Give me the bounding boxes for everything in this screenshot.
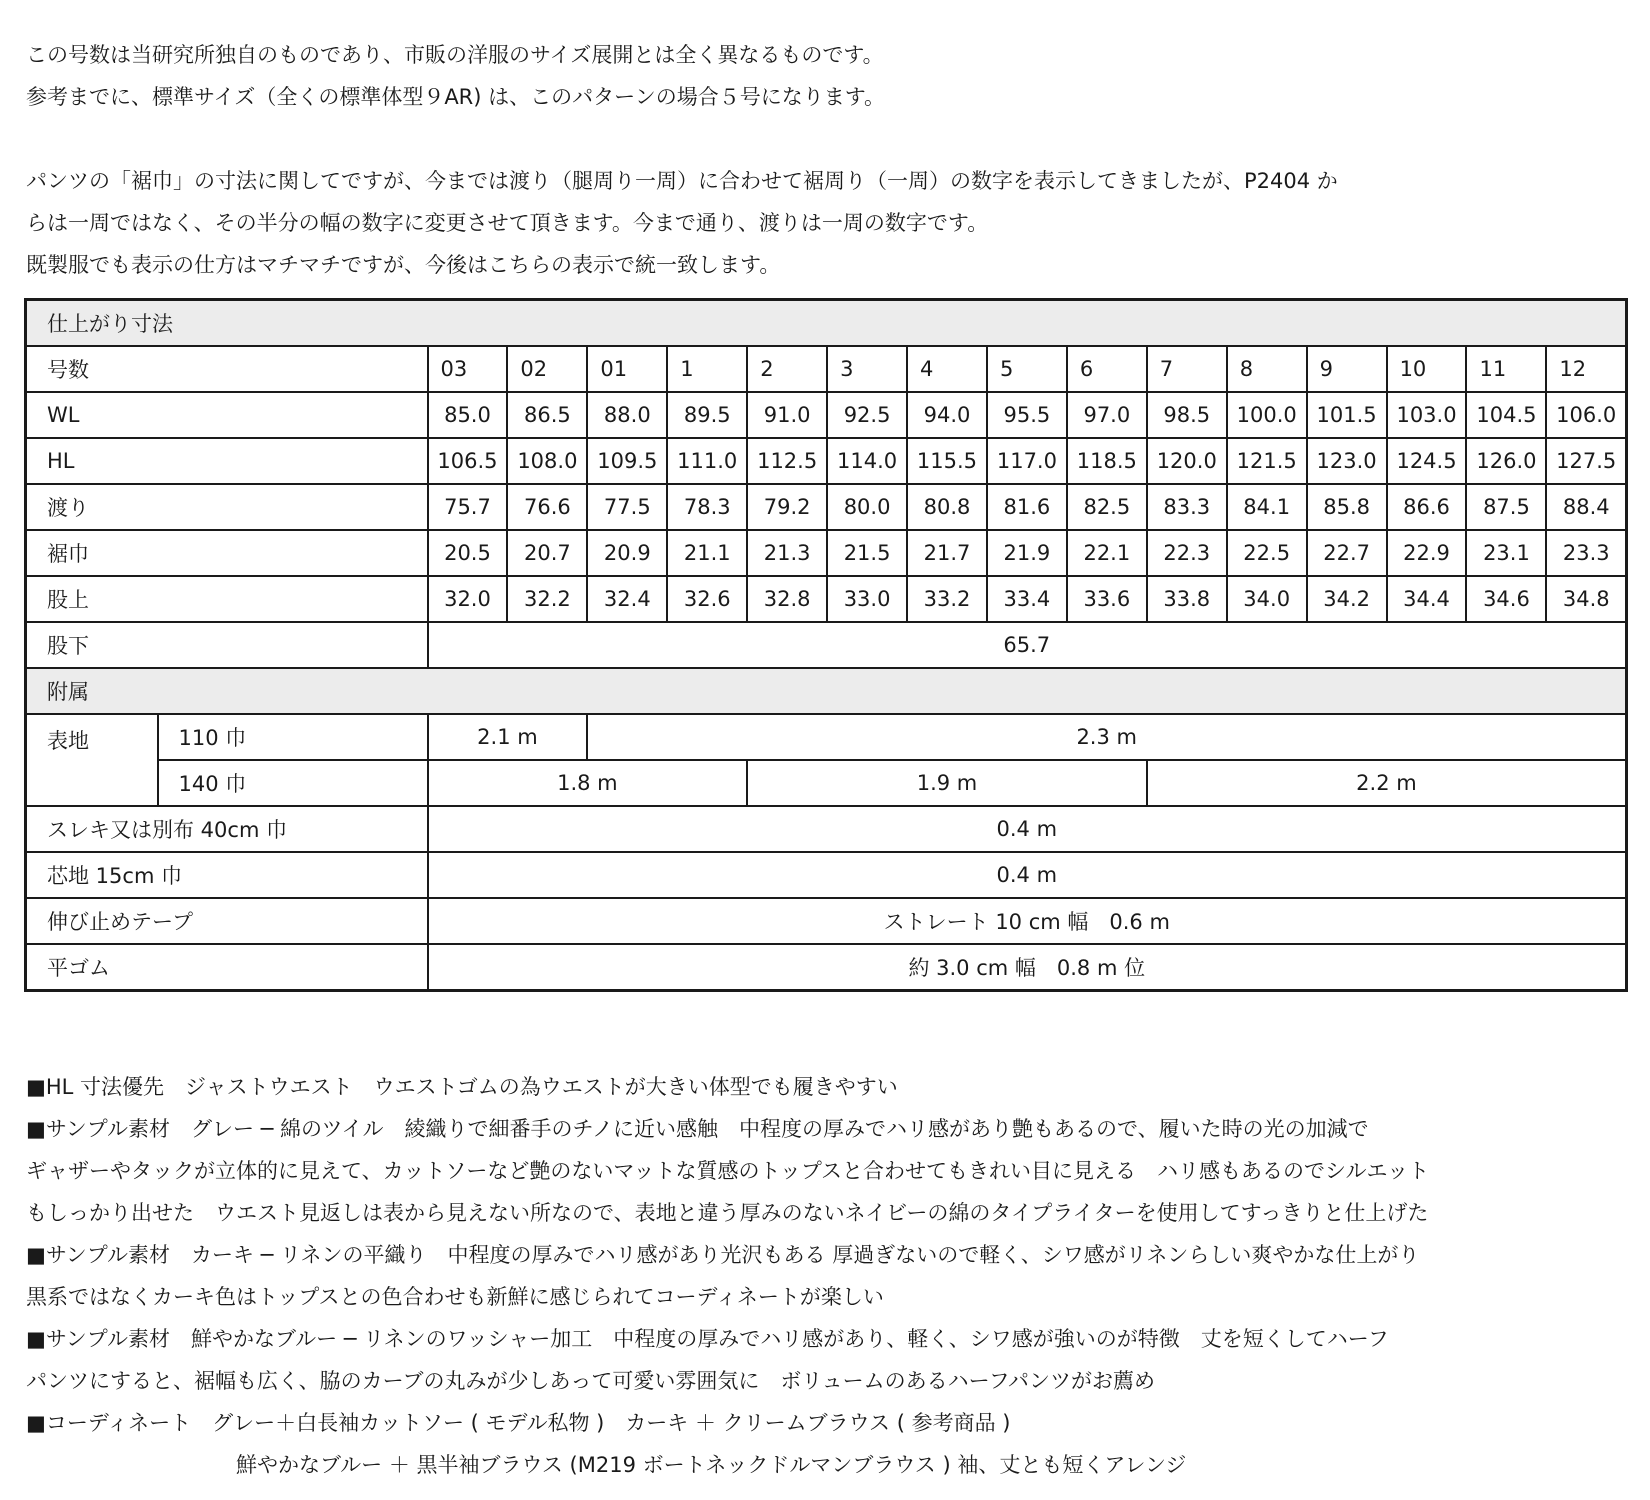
inseam-row xyxy=(26,622,1627,668)
value-cell: 21.5 xyxy=(827,530,907,576)
row-label: HL xyxy=(26,438,428,484)
note-line: ■サンプル素材 カーキ ─ リネンの平織り 中程度の厚みでハリ感があり光沢もある 厚過ぎないので軽く、シワ感がリネンらしい爽やかな仕上がり xyxy=(26,1243,1420,1267)
notes xyxy=(26,1066,1636,1486)
note-line: ■HL 寸法優先 ジャストウエスト ウエストゴムの為ウエストが大きい体型でも履きやすい xyxy=(26,1075,898,1099)
note-line: もしっかり出せた ウエスト見返しは表から見えない所なので、表地と違う厚みのないネイビーの綿のタイプライターを使用してすっきりと仕上げた xyxy=(26,1201,1429,1225)
note-line: 鮮やかなブルー ＋ 黒半袖ブラウス (M219 ボートネックドルマンブラウス ) 袖、丈とも短くアレンジ xyxy=(236,1453,1187,1477)
intro-line: 既製服でも表示の仕方はマチマチですが、今後はこちらの表示で統一致します。 xyxy=(26,253,781,277)
size-cell: 12 xyxy=(1546,346,1626,392)
value-cell: 32.0 xyxy=(428,576,508,622)
size-header-row xyxy=(26,346,1627,392)
value-cell: 127.5 xyxy=(1546,438,1626,484)
intro-line: パンツの「裾巾」の寸法に関してですが、今までは渡り（腿周り一周）に合わせて裾周り（一周）の数字を表示してきましたが、P2404 か xyxy=(26,169,1338,193)
value-cell: 95.5 xyxy=(987,392,1067,438)
size-cell: 8 xyxy=(1227,346,1307,392)
measurement-row xyxy=(26,392,1627,438)
fabric-140-small: 1.8 m xyxy=(428,760,748,806)
value-cell: 100.0 xyxy=(1227,392,1307,438)
value-cell: 80.8 xyxy=(907,484,987,530)
value-cell: 21.7 xyxy=(907,530,987,576)
lining-value: 0.4 m xyxy=(428,806,1627,852)
value-cell: 106.0 xyxy=(1546,392,1626,438)
note-line: ■サンプル素材 グレー ─ 綿のツイル 綾織りで細番手のチノに近い感触 中程度の厚みでハリ感があり艶もあるので、履いた時の光の加減で xyxy=(26,1117,1369,1141)
measurement-row xyxy=(26,530,1627,576)
value-cell: 87.5 xyxy=(1466,484,1546,530)
section-row xyxy=(26,668,1627,714)
note-line: ギャザーやタックが立体的に見えて、カットソーなど艶のないマットな質感のトップスと合わせてもきれい目に見える ハリ感もあるのでシルエット xyxy=(26,1159,1430,1183)
value-cell: 33.8 xyxy=(1147,576,1227,622)
value-cell: 32.6 xyxy=(667,576,747,622)
value-cell: 33.2 xyxy=(907,576,987,622)
value-cell: 20.5 xyxy=(428,530,508,576)
section-row xyxy=(26,300,1627,347)
value-cell: 114.0 xyxy=(827,438,907,484)
note-line: 黒系ではなくカーキ色はトップスとの色合わせも新鮮に感じられてコーディネートが楽しい xyxy=(26,1285,884,1309)
row-label: 裾巾 xyxy=(26,530,428,576)
value-cell: 23.3 xyxy=(1546,530,1626,576)
value-cell: 88.4 xyxy=(1546,484,1626,530)
row-label: 芯地 15cm 巾 xyxy=(26,852,428,898)
value-cell: 101.5 xyxy=(1307,392,1387,438)
fabric-140-medium: 1.9 m xyxy=(747,760,1147,806)
tape-row xyxy=(26,898,1627,944)
row-label: 股上 xyxy=(26,576,428,622)
value-cell: 32.4 xyxy=(587,576,667,622)
value-cell: 124.5 xyxy=(1387,438,1467,484)
fabric-140-large: 2.2 m xyxy=(1147,760,1627,806)
value-cell: 81.6 xyxy=(987,484,1067,530)
size-cell: 2 xyxy=(747,346,827,392)
value-cell: 98.5 xyxy=(1147,392,1227,438)
value-cell: 79.2 xyxy=(747,484,827,530)
value-cell: 75.7 xyxy=(428,484,508,530)
value-cell: 21.9 xyxy=(987,530,1067,576)
value-cell: 117.0 xyxy=(987,438,1067,484)
value-cell: 109.5 xyxy=(587,438,667,484)
intro-text xyxy=(26,34,1626,286)
value-cell: 77.5 xyxy=(587,484,667,530)
value-cell: 118.5 xyxy=(1067,438,1147,484)
value-cell: 33.6 xyxy=(1067,576,1147,622)
value-cell: 23.1 xyxy=(1466,530,1546,576)
value-cell: 123.0 xyxy=(1307,438,1387,484)
section-finished-dimensions: 仕上がり寸法 xyxy=(26,300,1627,347)
width-110-label: 110 巾 xyxy=(158,714,428,760)
intro-line: 参考までに、標準サイズ（全くの標準体型９AR) は、このパターンの場合５号になります。 xyxy=(26,85,886,109)
value-cell: 97.0 xyxy=(1067,392,1147,438)
tape-value: ストレート 10 cm 幅 0.6 m xyxy=(428,898,1627,944)
size-label: 号数 xyxy=(26,346,428,392)
size-cell: 02 xyxy=(507,346,587,392)
elastic-value: 約 3.0 cm 幅 0.8 m 位 xyxy=(428,944,1627,991)
note-line: ■コーディネート グレー＋白長袖カットソー ( モデル私物 ) カーキ ＋ クリームブラウス ( 参考商品 ) xyxy=(26,1411,1011,1435)
fabric-110-small: 2.1 m xyxy=(428,714,588,760)
value-cell: 32.2 xyxy=(507,576,587,622)
value-cell: 108.0 xyxy=(507,438,587,484)
row-label: 平ゴム xyxy=(26,944,428,991)
size-spec-table xyxy=(24,298,1628,992)
lining-row xyxy=(26,806,1627,852)
value-cell: 34.4 xyxy=(1387,576,1467,622)
interfacing-value: 0.4 m xyxy=(428,852,1627,898)
size-cell: 6 xyxy=(1067,346,1147,392)
size-cell: 4 xyxy=(907,346,987,392)
row-label: 伸び止めテープ xyxy=(26,898,428,944)
fabric-140-row xyxy=(26,760,1627,806)
value-cell: 21.1 xyxy=(667,530,747,576)
fabric-label: 表地 xyxy=(26,714,158,806)
value-cell: 94.0 xyxy=(907,392,987,438)
value-cell: 22.3 xyxy=(1147,530,1227,576)
measurement-row xyxy=(26,484,1627,530)
fabric-110-row xyxy=(26,714,1627,760)
value-cell: 103.0 xyxy=(1387,392,1467,438)
value-cell: 22.7 xyxy=(1307,530,1387,576)
note-line: ■サンプル素材 鮮やかなブルー ─ リネンのワッシャー加工 中程度の厚みでハリ感があり、軽く、シワ感が強いのが特徴 丈を短くしてハーフ xyxy=(26,1327,1389,1351)
fabric-110-large: 2.3 m xyxy=(587,714,1626,760)
measurement-row xyxy=(26,438,1627,484)
value-cell: 86.5 xyxy=(507,392,587,438)
value-cell: 88.0 xyxy=(587,392,667,438)
row-label: WL xyxy=(26,392,428,438)
value-cell: 126.0 xyxy=(1466,438,1546,484)
value-cell: 78.3 xyxy=(667,484,747,530)
value-cell: 121.5 xyxy=(1227,438,1307,484)
value-cell: 32.8 xyxy=(747,576,827,622)
value-cell: 22.9 xyxy=(1387,530,1467,576)
size-cell: 11 xyxy=(1466,346,1546,392)
value-cell: 34.0 xyxy=(1227,576,1307,622)
size-cell: 03 xyxy=(428,346,508,392)
value-cell: 34.8 xyxy=(1546,576,1626,622)
intro-line: らは一周ではなく、その半分の幅の数字に変更させて頂きます。今まで通り、渡りは一周の数字です。 xyxy=(26,211,989,235)
measurement-row xyxy=(26,576,1627,622)
value-cell: 85.0 xyxy=(428,392,508,438)
width-140-label: 140 巾 xyxy=(158,760,428,806)
note-line: パンツにすると、裾幅も広く、脇のカーブの丸みが少しあって可愛い雰囲気に ボリュームのあるハーフパンツがお薦め xyxy=(26,1369,1155,1393)
size-cell: 10 xyxy=(1387,346,1467,392)
value-cell: 104.5 xyxy=(1466,392,1546,438)
value-cell: 20.9 xyxy=(587,530,667,576)
row-label: 股下 xyxy=(26,622,428,668)
value-cell: 111.0 xyxy=(667,438,747,484)
intro-line: この号数は当研究所独自のものであり、市販の洋服のサイズ展開とは全く異なるものです。 xyxy=(26,43,884,67)
size-cell: 7 xyxy=(1147,346,1227,392)
value-cell: 91.0 xyxy=(747,392,827,438)
elastic-row xyxy=(26,944,1627,991)
value-cell: 22.5 xyxy=(1227,530,1307,576)
section-accessories: 附属 xyxy=(26,668,1627,714)
value-cell: 20.7 xyxy=(507,530,587,576)
value-cell: 34.2 xyxy=(1307,576,1387,622)
inseam-value: 65.7 xyxy=(428,622,1627,668)
value-cell: 83.3 xyxy=(1147,484,1227,530)
value-cell: 34.6 xyxy=(1466,576,1546,622)
value-cell: 33.0 xyxy=(827,576,907,622)
interfacing-row xyxy=(26,852,1627,898)
size-cell: 01 xyxy=(587,346,667,392)
value-cell: 89.5 xyxy=(667,392,747,438)
value-cell: 33.4 xyxy=(987,576,1067,622)
value-cell: 82.5 xyxy=(1067,484,1147,530)
value-cell: 86.6 xyxy=(1387,484,1467,530)
size-cell: 3 xyxy=(827,346,907,392)
size-cell: 5 xyxy=(987,346,1067,392)
size-cell: 1 xyxy=(667,346,747,392)
value-cell: 120.0 xyxy=(1147,438,1227,484)
value-cell: 84.1 xyxy=(1227,484,1307,530)
value-cell: 115.5 xyxy=(907,438,987,484)
size-cell: 9 xyxy=(1307,346,1387,392)
value-cell: 85.8 xyxy=(1307,484,1387,530)
value-cell: 80.0 xyxy=(827,484,907,530)
value-cell: 22.1 xyxy=(1067,530,1147,576)
value-cell: 106.5 xyxy=(428,438,508,484)
value-cell: 21.3 xyxy=(747,530,827,576)
value-cell: 92.5 xyxy=(827,392,907,438)
row-label: 渡り xyxy=(26,484,428,530)
value-cell: 112.5 xyxy=(747,438,827,484)
value-cell: 76.6 xyxy=(507,484,587,530)
row-label: スレキ又は別布 40cm 巾 xyxy=(26,806,428,852)
